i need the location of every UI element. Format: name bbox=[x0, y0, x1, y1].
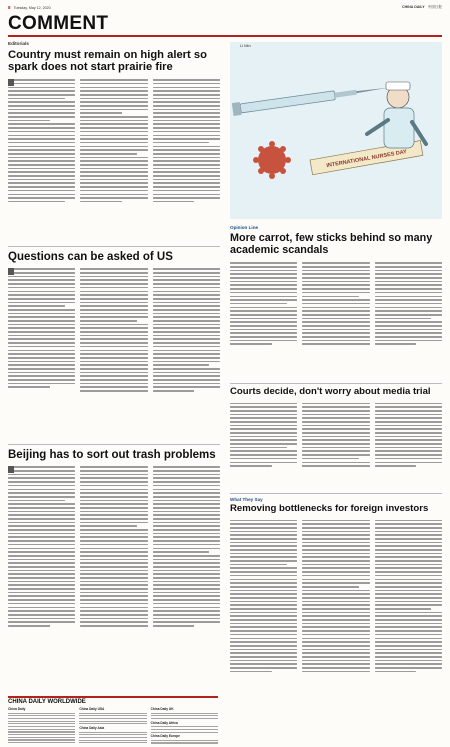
top-bar bbox=[8, 3, 442, 12]
editorial-2 bbox=[8, 251, 220, 394]
office-block: China Daily USA China Daily Asia bbox=[79, 707, 146, 744]
editorial-3-headline: Beijing has to sort out trash problems bbox=[8, 449, 216, 461]
opinion-2-body bbox=[230, 403, 442, 469]
wts-headline: Removing bottlenecks for foreign investors bbox=[230, 503, 429, 514]
editorial-1-headline: Country must remain on high alert so spark does not start prairie fire bbox=[8, 49, 207, 74]
editorial-3-body bbox=[8, 466, 220, 628]
footer-worldwide bbox=[8, 696, 218, 745]
opinion-line-label: Opinion Line bbox=[230, 225, 259, 230]
office-block: China Daily UK China Daily Africa China Daily Europe bbox=[151, 707, 218, 744]
editorial-2-body bbox=[8, 268, 220, 393]
editorial-1-body bbox=[8, 79, 220, 204]
cartoon-banner: INTERNATIONAL NURSES DAY bbox=[326, 149, 408, 170]
opinion-1-headline: More carrot, few sticks behind so many academic scandals bbox=[230, 232, 433, 256]
brand-name: CHINA DAILY bbox=[401, 5, 425, 9]
page-number: 8 bbox=[8, 5, 11, 10]
issue-date: Tuesday, May 12, 2020 bbox=[13, 6, 51, 10]
opinion-2-headline: Courts decide, don't worry about media trial bbox=[230, 386, 431, 397]
opinion-1-body bbox=[230, 262, 442, 347]
what-they-say bbox=[230, 497, 442, 674]
cartoon-illustration bbox=[230, 42, 442, 219]
office-block: China Daily bbox=[8, 707, 75, 744]
header-rule bbox=[8, 35, 442, 37]
brand-name-cn: 中国日报 bbox=[427, 5, 442, 9]
section-title: COMMENT bbox=[8, 13, 109, 34]
footer-brand: CHINA DAILY WORLDWIDE bbox=[8, 699, 86, 705]
opinion-line bbox=[230, 225, 442, 347]
editorial-2-headline: Questions can be asked of US bbox=[8, 251, 173, 263]
editorials-label: Editorials bbox=[8, 41, 29, 46]
what-they-say-label: What They Say bbox=[230, 497, 263, 502]
opinion-2 bbox=[230, 387, 442, 469]
cartoon-credit: Li Min bbox=[240, 43, 251, 48]
editorial-3 bbox=[8, 449, 220, 629]
editorial-1 bbox=[8, 41, 220, 205]
wts-body bbox=[230, 520, 442, 675]
editorial-cartoon bbox=[230, 42, 442, 219]
newspaper-page bbox=[8, 3, 442, 743]
